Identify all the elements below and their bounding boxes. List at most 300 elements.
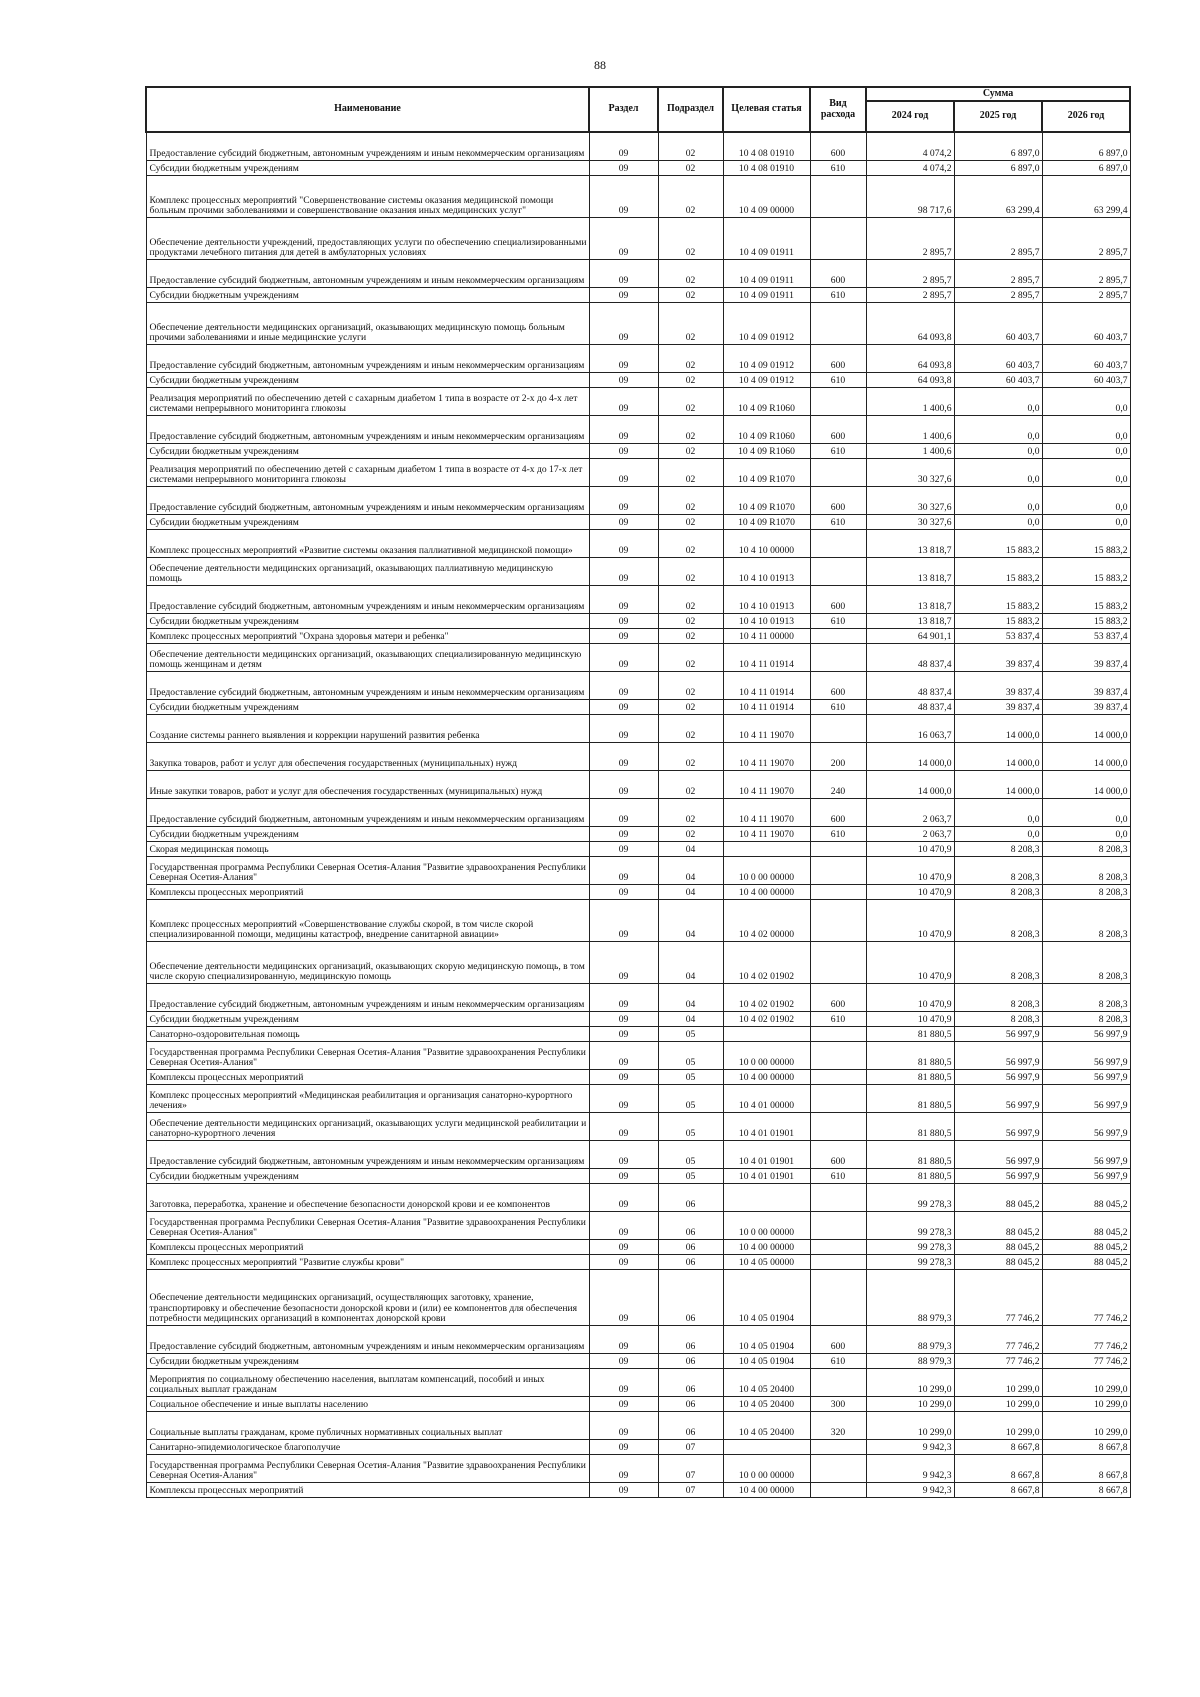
row-target-article: 10 4 02 00000 — [723, 899, 810, 941]
row-name: Государственная программа Республики Северная Осетия-Алания "Развитие здравоохранения Республики Северная Осетия-Алания" — [146, 1041, 589, 1069]
table-row — [146, 1026, 1130, 1041]
row-section: 09 — [589, 458, 658, 486]
row-expense-kind: 610 — [810, 1353, 866, 1368]
row-target-article: 10 4 09 01912 — [723, 372, 810, 387]
row-amount-2025: 88 045,2 — [954, 1183, 1042, 1211]
row-amount-2026: 39 837,4 — [1042, 643, 1130, 671]
row-amount-2026: 0,0 — [1042, 514, 1130, 529]
row-amount-2025: 6 897,0 — [954, 132, 1042, 160]
row-amount-2025: 77 746,2 — [954, 1353, 1042, 1368]
row-name: Комплексы процессных мероприятий — [146, 1482, 589, 1497]
row-expense-kind — [810, 529, 866, 557]
row-subsection: 02 — [658, 613, 723, 628]
row-amount-2026: 77 746,2 — [1042, 1325, 1130, 1353]
row-target-article: 10 4 01 01901 — [723, 1112, 810, 1140]
row-amount-2025: 2 895,7 — [954, 217, 1042, 259]
header-target-article: Целевая статья — [723, 87, 810, 132]
row-target-article: 10 0 00 00000 — [723, 856, 810, 884]
row-amount-2026: 14 000,0 — [1042, 742, 1130, 770]
row-subsection: 02 — [658, 344, 723, 372]
row-subsection: 02 — [658, 798, 723, 826]
row-subsection: 04 — [658, 941, 723, 983]
row-subsection: 02 — [658, 302, 723, 344]
row-amount-2026: 39 837,4 — [1042, 671, 1130, 699]
row-expense-kind: 600 — [810, 1325, 866, 1353]
table-row — [146, 1482, 1130, 1497]
row-subsection: 02 — [658, 415, 723, 443]
row-amount-2024: 81 880,5 — [866, 1168, 954, 1183]
row-amount-2026: 2 895,7 — [1042, 259, 1130, 287]
row-amount-2026: 2 895,7 — [1042, 217, 1130, 259]
row-amount-2026: 8 208,3 — [1042, 983, 1130, 1011]
row-amount-2024: 10 470,9 — [866, 884, 954, 899]
row-section: 09 — [589, 1454, 658, 1482]
row-expense-kind: 600 — [810, 671, 866, 699]
row-amount-2024: 2 895,7 — [866, 287, 954, 302]
row-target-article: 10 4 11 19070 — [723, 826, 810, 841]
row-amount-2024: 48 837,4 — [866, 671, 954, 699]
row-expense-kind — [810, 899, 866, 941]
row-target-article — [723, 1183, 810, 1211]
row-amount-2025: 15 883,2 — [954, 585, 1042, 613]
row-amount-2024: 81 880,5 — [866, 1069, 954, 1084]
table-row — [146, 302, 1130, 344]
row-expense-kind: 600 — [810, 983, 866, 1011]
row-amount-2026: 2 895,7 — [1042, 287, 1130, 302]
row-target-article: 10 4 05 00000 — [723, 1254, 810, 1269]
row-section: 09 — [589, 415, 658, 443]
row-name: Комплексы процессных мероприятий — [146, 884, 589, 899]
row-amount-2025: 60 403,7 — [954, 344, 1042, 372]
row-amount-2025: 10 299,0 — [954, 1368, 1042, 1396]
row-subsection: 02 — [658, 514, 723, 529]
row-amount-2024: 4 074,2 — [866, 132, 954, 160]
row-target-article: 10 0 00 00000 — [723, 1041, 810, 1069]
table-row — [146, 287, 1130, 302]
table-row — [146, 585, 1130, 613]
row-target-article: 10 4 01 00000 — [723, 1084, 810, 1112]
row-amount-2024: 2 895,7 — [866, 217, 954, 259]
row-name: Обеспечение деятельности медицинских организаций, оказывающих специализированную медицинскую помощь женщинам и детям — [146, 643, 589, 671]
row-name: Предоставление субсидий бюджетным, автономным учреждениям и иным некоммерческим организациям — [146, 259, 589, 287]
row-amount-2025: 14 000,0 — [954, 770, 1042, 798]
row-section: 09 — [589, 1026, 658, 1041]
row-expense-kind — [810, 458, 866, 486]
row-amount-2024: 4 074,2 — [866, 160, 954, 175]
row-amount-2025: 56 997,9 — [954, 1084, 1042, 1112]
row-amount-2026: 77 746,2 — [1042, 1269, 1130, 1325]
row-section: 09 — [589, 1353, 658, 1368]
table-row — [146, 557, 1130, 585]
row-subsection: 05 — [658, 1084, 723, 1112]
row-amount-2024: 2 063,7 — [866, 826, 954, 841]
row-subsection: 02 — [658, 643, 723, 671]
row-subsection: 02 — [658, 217, 723, 259]
row-section: 09 — [589, 1269, 658, 1325]
row-subsection: 02 — [658, 742, 723, 770]
row-name: Комплекс процессных мероприятий "Охрана здоровья матери и ребенка" — [146, 628, 589, 643]
row-section: 09 — [589, 643, 658, 671]
row-amount-2026: 53 837,4 — [1042, 628, 1130, 643]
table-row — [146, 175, 1130, 217]
row-amount-2026: 8 208,3 — [1042, 884, 1130, 899]
row-amount-2025: 0,0 — [954, 415, 1042, 443]
row-name: Субсидии бюджетным учреждениям — [146, 443, 589, 458]
row-amount-2026: 10 299,0 — [1042, 1411, 1130, 1439]
row-amount-2024: 99 278,3 — [866, 1211, 954, 1239]
row-amount-2026: 60 403,7 — [1042, 302, 1130, 344]
row-name: Обеспечение деятельности медицинских организаций, оказывающих скорую медицинскую помощь, в том числе скорую специализированную, медицинскую помощь — [146, 941, 589, 983]
row-expense-kind — [810, 302, 866, 344]
row-target-article: 10 4 05 20400 — [723, 1411, 810, 1439]
row-expense-kind — [810, 175, 866, 217]
row-name: Субсидии бюджетным учреждениям — [146, 1353, 589, 1368]
table-row — [146, 486, 1130, 514]
row-amount-2026: 15 883,2 — [1042, 585, 1130, 613]
row-name: Комплекс процессных мероприятий «Медицинская реабилитация и организация санаторно-курортного лечения» — [146, 1084, 589, 1112]
table-row — [146, 1411, 1130, 1439]
table-row — [146, 458, 1130, 486]
row-amount-2025: 8 208,3 — [954, 856, 1042, 884]
row-expense-kind — [810, 841, 866, 856]
row-expense-kind: 600 — [810, 415, 866, 443]
row-section: 09 — [589, 699, 658, 714]
table-row — [146, 1439, 1130, 1454]
table-row — [146, 1211, 1130, 1239]
row-name: Санаторно-оздоровительная помощь — [146, 1026, 589, 1041]
row-amount-2025: 56 997,9 — [954, 1168, 1042, 1183]
table-row — [146, 628, 1130, 643]
row-amount-2024: 10 470,9 — [866, 841, 954, 856]
table-row — [146, 415, 1130, 443]
row-subsection: 06 — [658, 1183, 723, 1211]
row-subsection: 06 — [658, 1254, 723, 1269]
row-expense-kind: 300 — [810, 1396, 866, 1411]
table-row — [146, 714, 1130, 742]
row-amount-2025: 8 208,3 — [954, 899, 1042, 941]
row-expense-kind: 610 — [810, 699, 866, 714]
table-row — [146, 160, 1130, 175]
row-amount-2024: 10 299,0 — [866, 1411, 954, 1439]
row-section: 09 — [589, 557, 658, 585]
row-subsection: 02 — [658, 175, 723, 217]
row-name: Обеспечение деятельности медицинских организаций, осуществляющих заготовку, хранение, транспортировку и обеспечение безопасности донорской крови и (или) ее компонентов для обеспечения потребности медицинских организаций в компонентах донорской крови — [146, 1269, 589, 1325]
row-target-article: 10 4 11 01914 — [723, 699, 810, 714]
row-amount-2024: 14 000,0 — [866, 742, 954, 770]
row-amount-2024: 48 837,4 — [866, 699, 954, 714]
row-amount-2025: 39 837,4 — [954, 643, 1042, 671]
row-expense-kind: 610 — [810, 514, 866, 529]
row-amount-2024: 16 063,7 — [866, 714, 954, 742]
row-name: Социальные выплаты гражданам, кроме публичных нормативных социальных выплат — [146, 1411, 589, 1439]
row-section: 09 — [589, 514, 658, 529]
row-name: Предоставление субсидий бюджетным, автономным учреждениям и иным некоммерческим организациям — [146, 671, 589, 699]
row-name: Предоставление субсидий бюджетным, автономным учреждениям и иным некоммерческим организациям — [146, 132, 589, 160]
row-amount-2024: 10 470,9 — [866, 941, 954, 983]
row-amount-2026: 77 746,2 — [1042, 1353, 1130, 1368]
row-amount-2024: 13 818,7 — [866, 613, 954, 628]
table-row — [146, 941, 1130, 983]
table-row — [146, 1011, 1130, 1026]
row-target-article: 10 4 11 01914 — [723, 643, 810, 671]
header-expense-kind: Вид расхода — [810, 87, 866, 132]
row-section: 09 — [589, 884, 658, 899]
row-target-article: 10 4 09 01911 — [723, 259, 810, 287]
row-amount-2025: 56 997,9 — [954, 1112, 1042, 1140]
row-name: Закупка товаров, работ и услуг для обеспечения государственных (муниципальных) нужд — [146, 742, 589, 770]
row-section: 09 — [589, 714, 658, 742]
table-row — [146, 1454, 1130, 1482]
row-amount-2026: 8 667,8 — [1042, 1454, 1130, 1482]
row-expense-kind: 600 — [810, 798, 866, 826]
row-expense-kind — [810, 856, 866, 884]
row-name: Комплекс процессных мероприятий "Развитие службы крови" — [146, 1254, 589, 1269]
row-expense-kind: 600 — [810, 259, 866, 287]
row-expense-kind: 320 — [810, 1411, 866, 1439]
row-section: 09 — [589, 1041, 658, 1069]
row-name: Предоставление субсидий бюджетным, автономным учреждениям и иным некоммерческим организациям — [146, 344, 589, 372]
row-amount-2024: 9 942,3 — [866, 1454, 954, 1482]
row-subsection: 02 — [658, 585, 723, 613]
row-name: Субсидии бюджетным учреждениям — [146, 287, 589, 302]
table-row — [146, 699, 1130, 714]
header-year-2024: 2024 год — [866, 101, 954, 132]
row-amount-2026: 56 997,9 — [1042, 1168, 1130, 1183]
row-amount-2025: 15 883,2 — [954, 613, 1042, 628]
row-section: 09 — [589, 1140, 658, 1168]
row-target-article: 10 4 00 00000 — [723, 1482, 810, 1497]
row-section: 09 — [589, 1069, 658, 1084]
row-target-article — [723, 841, 810, 856]
row-target-article: 10 4 01 01901 — [723, 1140, 810, 1168]
row-amount-2025: 63 299,4 — [954, 175, 1042, 217]
table-row — [146, 1239, 1130, 1254]
row-subsection: 02 — [658, 160, 723, 175]
row-amount-2026: 88 045,2 — [1042, 1183, 1130, 1211]
row-amount-2024: 48 837,4 — [866, 643, 954, 671]
row-subsection: 02 — [658, 372, 723, 387]
table-row — [146, 899, 1130, 941]
row-name: Предоставление субсидий бюджетным, автономным учреждениям и иным некоммерческим организациям — [146, 983, 589, 1011]
row-subsection: 02 — [658, 387, 723, 415]
table-body — [146, 132, 1130, 1497]
row-amount-2026: 56 997,9 — [1042, 1140, 1130, 1168]
table-row — [146, 856, 1130, 884]
row-expense-kind: 610 — [810, 372, 866, 387]
row-amount-2024: 99 278,3 — [866, 1183, 954, 1211]
row-target-article: 10 4 08 01910 — [723, 132, 810, 160]
row-amount-2025: 56 997,9 — [954, 1041, 1042, 1069]
row-amount-2025: 0,0 — [954, 798, 1042, 826]
row-target-article: 10 4 09 R1070 — [723, 486, 810, 514]
row-section: 09 — [589, 826, 658, 841]
row-section: 09 — [589, 175, 658, 217]
row-name: Комплексы процессных мероприятий — [146, 1069, 589, 1084]
row-target-article: 10 4 05 20400 — [723, 1368, 810, 1396]
row-amount-2026: 0,0 — [1042, 415, 1130, 443]
row-amount-2026: 8 208,3 — [1042, 941, 1130, 983]
row-name: Государственная программа Республики Северная Осетия-Алания "Развитие здравоохранения Республики Северная Осетия-Алания" — [146, 856, 589, 884]
row-name: Предоставление субсидий бюджетным, автономным учреждениям и иным некоммерческим организациям — [146, 798, 589, 826]
row-target-article: 10 4 10 00000 — [723, 529, 810, 557]
row-section: 09 — [589, 1254, 658, 1269]
row-amount-2025: 6 897,0 — [954, 160, 1042, 175]
row-amount-2026: 15 883,2 — [1042, 557, 1130, 585]
row-amount-2025: 0,0 — [954, 826, 1042, 841]
row-section: 09 — [589, 1325, 658, 1353]
row-section: 09 — [589, 671, 658, 699]
row-amount-2024: 2 895,7 — [866, 259, 954, 287]
row-target-article: 10 4 02 01902 — [723, 983, 810, 1011]
row-expense-kind — [810, 1211, 866, 1239]
row-expense-kind — [810, 1368, 866, 1396]
row-amount-2026: 0,0 — [1042, 798, 1130, 826]
row-amount-2026: 10 299,0 — [1042, 1396, 1130, 1411]
table-row — [146, 1353, 1130, 1368]
row-section: 09 — [589, 132, 658, 160]
row-subsection: 04 — [658, 841, 723, 856]
row-amount-2024: 13 818,7 — [866, 585, 954, 613]
row-amount-2024: 81 880,5 — [866, 1084, 954, 1112]
row-name: Государственная программа Республики Северная Осетия-Алания "Развитие здравоохранения Республики Северная Осетия-Алания" — [146, 1454, 589, 1482]
row-amount-2025: 8 208,3 — [954, 941, 1042, 983]
row-target-article: 10 4 05 20400 — [723, 1396, 810, 1411]
row-name: Обеспечение деятельности медицинских организаций, оказывающих услуги медицинской реабилитации и санаторно-курортного лечения — [146, 1112, 589, 1140]
row-amount-2026: 0,0 — [1042, 443, 1130, 458]
row-target-article: 10 4 05 01904 — [723, 1353, 810, 1368]
row-amount-2025: 8 667,8 — [954, 1439, 1042, 1454]
row-subsection: 07 — [658, 1454, 723, 1482]
row-expense-kind — [810, 217, 866, 259]
row-name: Предоставление субсидий бюджетным, автономным учреждениям и иным некоммерческим организациям — [146, 415, 589, 443]
row-amount-2026: 88 045,2 — [1042, 1239, 1130, 1254]
row-name: Субсидии бюджетным учреждениям — [146, 160, 589, 175]
row-target-article: 10 4 09 01912 — [723, 302, 810, 344]
row-expense-kind — [810, 643, 866, 671]
row-amount-2024: 1 400,6 — [866, 387, 954, 415]
row-amount-2026: 0,0 — [1042, 387, 1130, 415]
row-amount-2025: 15 883,2 — [954, 529, 1042, 557]
table-row — [146, 770, 1130, 798]
row-amount-2026: 0,0 — [1042, 458, 1130, 486]
row-target-article: 10 4 09 R1070 — [723, 514, 810, 529]
row-expense-kind: 240 — [810, 770, 866, 798]
row-section: 09 — [589, 259, 658, 287]
row-expense-kind: 610 — [810, 613, 866, 628]
table-row — [146, 132, 1130, 160]
row-amount-2024: 10 299,0 — [866, 1396, 954, 1411]
row-name: Социальное обеспечение и иные выплаты населению — [146, 1396, 589, 1411]
table-row — [146, 344, 1130, 372]
row-amount-2026: 6 897,0 — [1042, 160, 1130, 175]
row-amount-2025: 56 997,9 — [954, 1069, 1042, 1084]
row-amount-2026: 8 208,3 — [1042, 899, 1130, 941]
row-amount-2024: 9 942,3 — [866, 1482, 954, 1497]
row-amount-2024: 64 093,8 — [866, 302, 954, 344]
row-section: 09 — [589, 628, 658, 643]
row-name: Субсидии бюджетным учреждениям — [146, 826, 589, 841]
row-section: 09 — [589, 856, 658, 884]
row-target-article: 10 4 11 19070 — [723, 714, 810, 742]
row-name: Комплекс процессных мероприятий «Совершенствование службы скорой, в том числе скорой специализированной помощи, медицины катастроф, внедрение санитарной авиации» — [146, 899, 589, 941]
row-amount-2025: 0,0 — [954, 458, 1042, 486]
row-amount-2024: 64 093,8 — [866, 344, 954, 372]
row-amount-2024: 30 327,6 — [866, 514, 954, 529]
row-expense-kind: 600 — [810, 1140, 866, 1168]
row-subsection: 02 — [658, 770, 723, 798]
row-subsection: 05 — [658, 1069, 723, 1084]
row-amount-2026: 56 997,9 — [1042, 1026, 1130, 1041]
row-expense-kind — [810, 387, 866, 415]
row-name: Создание системы раннего выявления и коррекции нарушений развития ребенка — [146, 714, 589, 742]
row-subsection: 04 — [658, 884, 723, 899]
row-subsection: 04 — [658, 856, 723, 884]
row-subsection: 06 — [658, 1325, 723, 1353]
row-expense-kind: 600 — [810, 344, 866, 372]
row-section: 09 — [589, 287, 658, 302]
row-amount-2025: 88 045,2 — [954, 1254, 1042, 1269]
row-section: 09 — [589, 443, 658, 458]
row-target-article: 10 4 09 00000 — [723, 175, 810, 217]
row-section: 09 — [589, 798, 658, 826]
row-amount-2024: 1 400,6 — [866, 443, 954, 458]
row-amount-2026: 8 667,8 — [1042, 1439, 1130, 1454]
row-target-article: 10 4 09 01911 — [723, 287, 810, 302]
row-amount-2025: 8 667,8 — [954, 1482, 1042, 1497]
row-expense-kind: 600 — [810, 132, 866, 160]
row-amount-2025: 88 045,2 — [954, 1211, 1042, 1239]
row-section: 09 — [589, 1084, 658, 1112]
row-name: Иные закупки товаров, работ и услуг для обеспечения государственных (муниципальных) нужд — [146, 770, 589, 798]
row-subsection: 06 — [658, 1368, 723, 1396]
row-amount-2024: 81 880,5 — [866, 1140, 954, 1168]
row-name: Предоставление субсидий бюджетным, автономным учреждениям и иным некоммерческим организациям — [146, 585, 589, 613]
header-sum: Сумма — [866, 87, 1130, 101]
row-amount-2024: 64 093,8 — [866, 372, 954, 387]
row-amount-2025: 8 667,8 — [954, 1454, 1042, 1482]
row-amount-2025: 60 403,7 — [954, 372, 1042, 387]
row-amount-2024: 81 880,5 — [866, 1112, 954, 1140]
row-name: Субсидии бюджетным учреждениям — [146, 514, 589, 529]
row-amount-2026: 8 208,3 — [1042, 856, 1130, 884]
row-amount-2025: 2 895,7 — [954, 259, 1042, 287]
row-target-article: 10 4 11 19070 — [723, 742, 810, 770]
row-expense-kind — [810, 1239, 866, 1254]
row-section: 09 — [589, 585, 658, 613]
row-section: 09 — [589, 1211, 658, 1239]
row-name: Скорая медицинская помощь — [146, 841, 589, 856]
row-amount-2024: 9 942,3 — [866, 1439, 954, 1454]
row-target-article: 10 4 00 00000 — [723, 1239, 810, 1254]
table-row — [146, 1254, 1130, 1269]
row-section: 09 — [589, 770, 658, 798]
row-amount-2025: 14 000,0 — [954, 742, 1042, 770]
row-amount-2025: 56 997,9 — [954, 1026, 1042, 1041]
row-target-article: 10 4 10 01913 — [723, 585, 810, 613]
row-amount-2025: 60 403,7 — [954, 302, 1042, 344]
row-name: Реализация мероприятий по обеспечению детей с сахарным диабетом 1 типа в возрасте от 4-х до 17-х лет системами непрерывного мониторинга глюкозы — [146, 458, 589, 486]
row-amount-2024: 2 063,7 — [866, 798, 954, 826]
row-section: 09 — [589, 1482, 658, 1497]
row-subsection: 02 — [658, 699, 723, 714]
row-expense-kind: 610 — [810, 287, 866, 302]
table-row — [146, 884, 1130, 899]
table-row — [146, 387, 1130, 415]
row-amount-2026: 15 883,2 — [1042, 529, 1130, 557]
row-target-article: 10 4 11 00000 — [723, 628, 810, 643]
row-amount-2026: 8 667,8 — [1042, 1482, 1130, 1497]
row-section: 09 — [589, 941, 658, 983]
